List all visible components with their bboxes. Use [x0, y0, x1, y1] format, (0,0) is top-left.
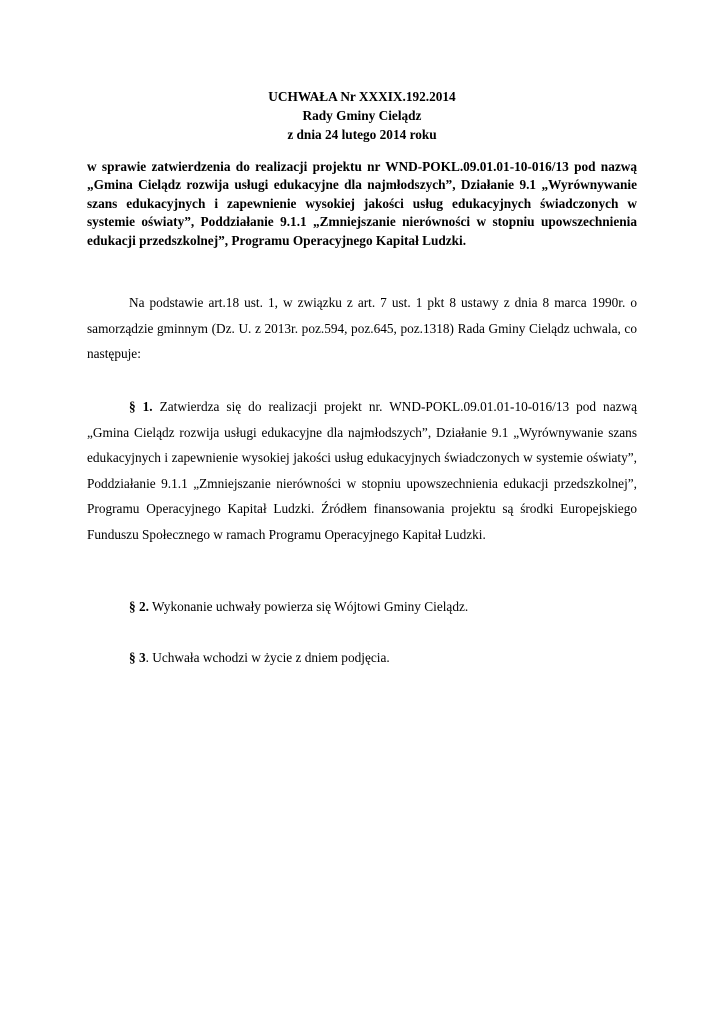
resolution-title: UCHWAŁA Nr XXXIX.192.2014: [268, 89, 456, 104]
section-2-number: § 2.: [129, 599, 149, 614]
resolution-issuer: Rady Gminy Cielądz: [302, 108, 422, 123]
section-1-paragraph: [87, 394, 637, 547]
preamble-paragraph: Na podstawie art.18 ust. 1, w związku z art. 7 ust. 1 pkt 8 ustawy z dnia 8 marca 1990r. o samorządzie gminnym (Dz. U. z 2013r. poz.594, poz.645, poz.1318) Rada Gminy Cielądz uchwala, co następuje:: [87, 295, 637, 361]
section-2-paragraph: [87, 594, 637, 620]
resolution-subject: w sprawie zatwierdzenia do realizacji projektu nr WND-POKL.09.01.01-10-016/13 pod nazwą „Gmina Cielądz rozwija usługi edukacyjne dla najmłodszych”, Działanie 9.1 „Wyrównywanie szans edukacyjnych i zapewnienie wysokiej jakości usług edukacyjnych świadczonych w systemie oświaty”, Poddziałanie 9.1.1 „Zmniejszanie nierówności w stopniu upowszechnienia edukacji przedszkolnej”, Programu Operacyjnego Kapitał Ludzki.: [87, 159, 637, 248]
resolution-date: z dnia 24 lutego 2014 roku: [287, 127, 437, 142]
section-2-text: Wykonanie uchwały powierza się Wójtowi Gminy Cielądz.: [152, 599, 469, 614]
section-1-number: § 1.: [129, 399, 153, 414]
section-3-number: § 3: [129, 650, 146, 665]
document-header: [0, 87, 724, 144]
section-3-paragraph: [87, 645, 637, 671]
section-1-text: Zatwierdza się do realizacji projekt nr. WND-POKL.09.01.01-10-016/13 pod nazwą „Gmina Cielądz rozwija usługi edukacyjne dla najmłodszych”, Działanie 9.1 „Wyrównywanie szans edukacyjnych i zapewnienie wysokiej jakości usług edukacyjnych świadczonych w systemie oświaty”, Poddziałanie 9.1.1 „Zmniejszanie nierówności w stopniu upowszechnienia edukacji przedszkolnej”, Programu Operacyjnego Kapitał Ludzki. Źródłem finansowania projektu są środki Europejskiego Funduszu Społecznego w ramach Programu Operacyjnego Kapitał Ludzki.: [87, 399, 637, 542]
section-3-text: . Uchwała wchodzi w życie z dniem podjęcia.: [145, 650, 390, 665]
